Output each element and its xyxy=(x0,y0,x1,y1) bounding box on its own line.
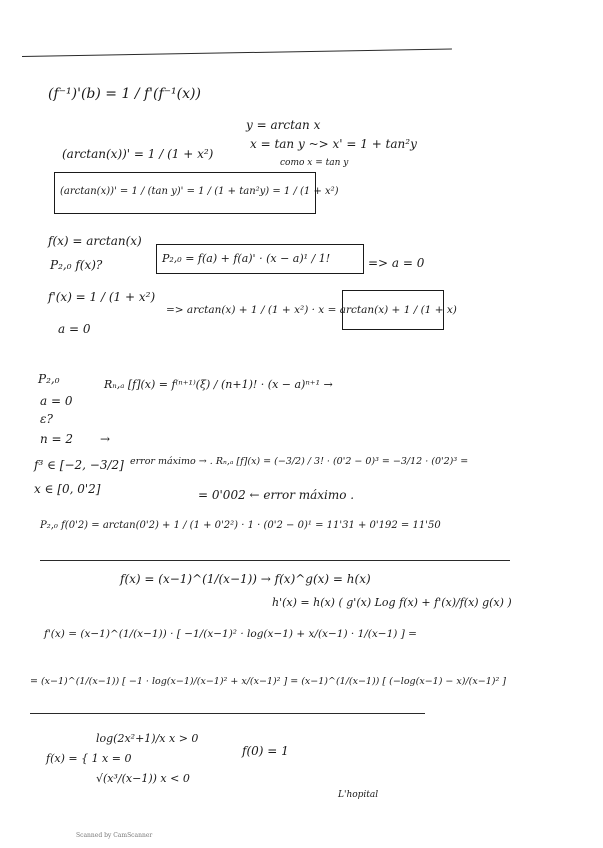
f-definition: f(x) = arctan(x) xyxy=(48,234,142,248)
inverse-derivative-formula: (f⁻¹)'(b) = 1 / f'(f⁻¹(x)) xyxy=(48,86,201,102)
boxed-arctan-result: (arctan(x))' = 1 / (tan y)' = 1 / (1 + tan²y) = 1 / (1 + x²) xyxy=(60,186,339,197)
piecewise-row-2: f(x) = { 1 x = 0 xyxy=(46,752,132,765)
x-interval: x ∈ [0, 0'2] xyxy=(34,482,101,496)
a-zero-2: a = 0 xyxy=(40,394,73,408)
lhopital-note: L'hopital xyxy=(338,790,379,800)
taylor-formula: P₂,₀ = f(a) + f(a)' · (x − a)¹ / 1! xyxy=(162,252,331,265)
footer-mark: Scanned by CamScanner xyxy=(76,832,153,839)
taylor-result: => arctan(x) + 1 / (1 + x²) · x = arctan(x) + 1 / (1 + x) xyxy=(166,304,457,316)
como-note: como x = tan y xyxy=(280,158,349,168)
h-prime-formula: h'(x) = h(x) ( g'(x) Log f(x) + f'(x)/f(x) g(x) ) xyxy=(272,596,512,609)
y-equals-arctan: y = arctan x xyxy=(246,118,321,132)
a-zero: a = 0 xyxy=(58,322,91,336)
arctan-derivative: (arctan(x))' = 1 / (1 + x²) xyxy=(62,147,214,161)
epsilon-question: ε? xyxy=(40,412,53,426)
error-calculation: error máximo → . Rₙ,ₐ [f](x) = (−3/2) / 3! · (0'2 − 0)³ = −3/12 · (0'2)³ = xyxy=(130,456,469,467)
f-prime-simplified: = (x−1)^(1/(x−1)) [ −1 · log(x−1)/(x−1)² + x/(x−1)² ] = (x−1)^(1/(x−1)) [ (−log(x−1) − x)/(x−1)² ] xyxy=(30,676,506,687)
p20-label: P₂,₀ xyxy=(38,372,60,386)
piecewise-row-1: log(2x²+1)/x x > 0 xyxy=(96,732,199,745)
divider-top xyxy=(22,48,452,57)
x-equals-tan-y: x = tan y ~> x' = 1 + tan²y xyxy=(250,137,417,151)
f-prime: f'(x) = 1 / (1 + x²) xyxy=(48,290,156,304)
divider-lower xyxy=(30,713,425,714)
f-prime-expanded: f'(x) = (x−1)^(1/(x−1)) · [ −1/(x−1)² · log(x−1) + x/(x−1) · 1/(x−1) ] = xyxy=(44,628,417,640)
approximation-line: P₂,₀ f(0'2) = arctan(0'2) + 1 / (1 + 0'2²) · 1 · (0'2 − 0)¹ = 11'31 + 0'192 = 11'50 xyxy=(40,520,441,531)
f-power-definition: f(x) = (x−1)^(1/(x−1)) → f(x)^g(x) = h(x) xyxy=(120,572,371,586)
n-equals-2: n = 2 xyxy=(40,432,74,446)
f-zero-value: f(0) = 1 xyxy=(242,744,289,758)
remainder-formula: Rₙ,ₐ [f](x) = f⁽ⁿ⁺¹⁾(ξ) / (n+1)! · (x − a)ⁿ⁺¹ → xyxy=(104,378,333,391)
divider-middle xyxy=(40,560,510,561)
a-equals-zero-arrow: => a = 0 xyxy=(368,256,425,270)
arrow: → xyxy=(100,432,111,446)
f3-interval: f³ ∈ [−2, −3/2] xyxy=(34,458,124,472)
taylor-question: P₂,₀ f(x)? xyxy=(50,258,103,272)
piecewise-row-3: √(x³/(x−1)) x < 0 xyxy=(96,772,190,785)
error-result: = 0'002 ← error máximo . xyxy=(198,488,355,502)
